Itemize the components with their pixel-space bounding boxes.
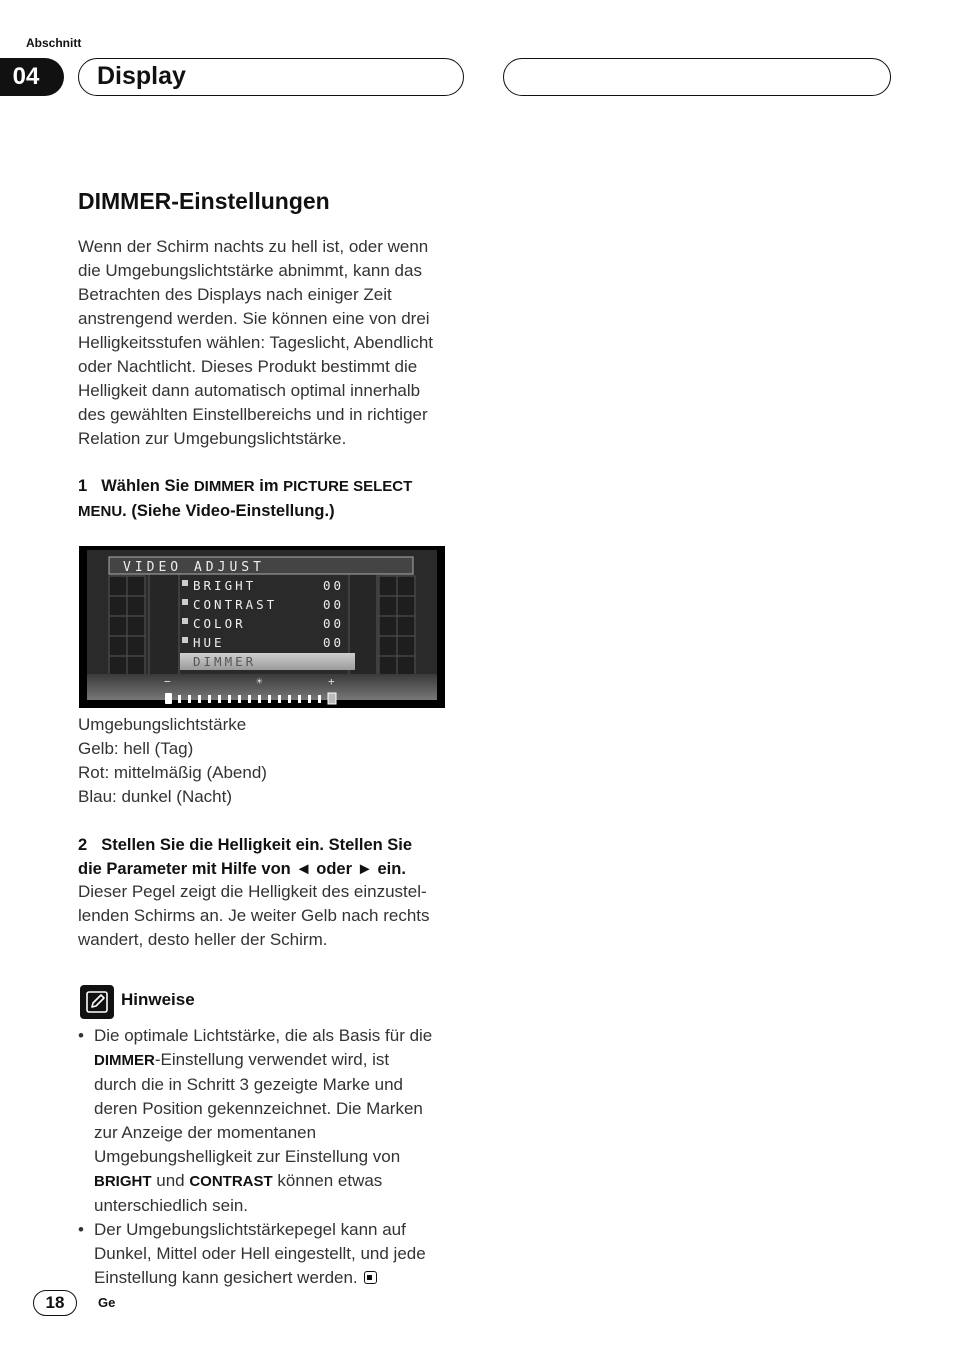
screen-item-bright: BRIGHT (193, 578, 257, 593)
note-text: -Einstellung verwendet wird, ist (154, 1050, 390, 1069)
description-line: Dieser Pegel zeigt die Helligkeit des einzustel- (78, 882, 427, 901)
notes-list (78, 1024, 470, 1290)
section-title: Display (78, 58, 464, 96)
page-number: 18 (33, 1290, 77, 1316)
description-line: wandert, desto heller der Schirm. (78, 930, 328, 949)
intro-paragraph (78, 235, 470, 451)
screen-caption (78, 713, 470, 809)
list-item: • Der Umgebungslichtstärkepegel kann auf Dunkel, Mittel oder Hell eingestellt, und jede Einstellung kann gesichert werden. (78, 1218, 470, 1290)
step-2 (78, 833, 470, 881)
step-text: Wählen Sie (101, 477, 190, 495)
note-line: Der Umgebungslichtstärkepegel kann auf (94, 1220, 406, 1239)
keyword-menu: MENU (78, 503, 123, 520)
step-text: . (Siehe Video-Einstellung.) (122, 502, 335, 520)
intro-line: Helligkeit dann automatisch optimal innerhalb (78, 381, 421, 400)
heading-caps: DIMMER (78, 188, 172, 214)
intro-line: Relation zur Umgebungslichtstärke. (78, 429, 347, 448)
step-text: die Parameter mit Hilfe von ◄ oder ► ein. (78, 860, 406, 878)
item-marker (182, 618, 188, 624)
screen-item-color: COLOR (193, 616, 246, 631)
caption-line: Gelb: hell (Tag) (78, 739, 194, 758)
note-line: zur Anzeige der momentanen (94, 1123, 317, 1142)
keyword-dimmer: DIMMER (193, 478, 255, 495)
notes-title: Hinweise (121, 990, 195, 1009)
keyword-picture-select: PICTURE SELECT (283, 478, 413, 495)
step-number: 1 (78, 477, 88, 495)
video-adjust-screenshot (79, 546, 445, 708)
step-text: Stellen Sie die Helligkeit ein. Stellen Sie (101, 836, 413, 854)
end-mark-icon (364, 1271, 377, 1284)
intro-line: des gewählten Einstellbereichs und in richtiger (78, 405, 428, 424)
screen-value-contrast: 00 (323, 597, 345, 612)
language-code: Ge (98, 1295, 116, 1310)
intro-line: Betrachten des Displays nach einiger Zeit (78, 285, 392, 304)
caption-line: Blau: dunkel (Nacht) (78, 787, 233, 806)
empty-header-pill (503, 58, 891, 96)
caption-line: Rot: mittelmäßig (Abend) (78, 763, 267, 782)
keyword-contrast: CONTRAST (189, 1173, 273, 1190)
item-marker (182, 599, 188, 605)
section-number: 04 (0, 58, 64, 96)
screen-item-dimmer: DIMMER (193, 654, 257, 669)
pencil-icon (80, 985, 114, 1019)
section-label: Abschnitt (26, 36, 82, 50)
page-heading (78, 188, 330, 215)
description-line: lenden Schirms an. Je weiter Gelb nach rechts (78, 906, 430, 925)
screen-item-hue: HUE (193, 635, 225, 650)
caption-line: Umgebungslichtstärke (78, 715, 247, 734)
note-line: Dunkel, Mittel oder Hell eingestellt, und jede (94, 1244, 426, 1263)
sun-icon: ☀ (256, 675, 263, 688)
intro-line: Helligkeitsstufen wählen: Tageslicht, Abendlicht (78, 333, 434, 352)
list-item: • Die optimale Lichtstärke, die als Basis für die DIMMER-Einstellung verwendet wird, ist durch die in Schritt 3 gezeigte Marke und deren Position gekennzeichnet. Die Marken zur Anzeige der momentanen Umgebungshelligkeit zur Einstellung von BRIGHT und CONTRAST können etwas unterschiedlich sein. (78, 1024, 470, 1218)
intro-line: die Umgebungslichtstärke abnimmt, kann das (78, 261, 422, 280)
keyword-bright: BRIGHT (94, 1173, 152, 1190)
screen-menu-title: VIDEO ADJUST (123, 560, 265, 575)
note-line: durch die in Schritt 3 gezeigte Marke und (94, 1075, 404, 1094)
note-text: können etwas (277, 1171, 383, 1190)
screen-value-hue: 00 (323, 635, 345, 650)
note-text: und (156, 1171, 185, 1190)
keyword-dimmer: DIMMER (94, 1052, 155, 1069)
item-marker (182, 580, 188, 586)
note-text: Einstellung kann gesichert werden. (94, 1268, 358, 1287)
screen-item-contrast: CONTRAST (193, 597, 278, 612)
screen-value-bright: 00 (323, 578, 345, 593)
note-line: deren Position gekennzeichnet. Die Marken (94, 1099, 423, 1118)
intro-line: oder Nachtlicht. Dieses Produkt bestimmt die (78, 357, 418, 376)
intro-line: anstrengend werden. Sie können eine von drei (78, 309, 430, 328)
note-line: Umgebungshelligkeit zur Einstellung von (94, 1147, 401, 1166)
step-number: 2 (78, 836, 88, 854)
screen-plus: + (328, 675, 335, 688)
note-line: Die optimale Lichtstärke, die als Basis für die (94, 1026, 433, 1045)
step-2-description (78, 880, 470, 952)
item-marker (182, 637, 188, 643)
intro-line: Wenn der Schirm nachts zu hell ist, oder wenn (78, 237, 429, 256)
step-1 (78, 474, 470, 524)
note-line: unterschiedlich sein. (94, 1196, 249, 1215)
screen-value-color: 00 (323, 616, 345, 631)
screen-minus: − (164, 675, 171, 688)
heading-rest: -Einstellungen (171, 188, 330, 214)
step-text: im (259, 477, 279, 495)
